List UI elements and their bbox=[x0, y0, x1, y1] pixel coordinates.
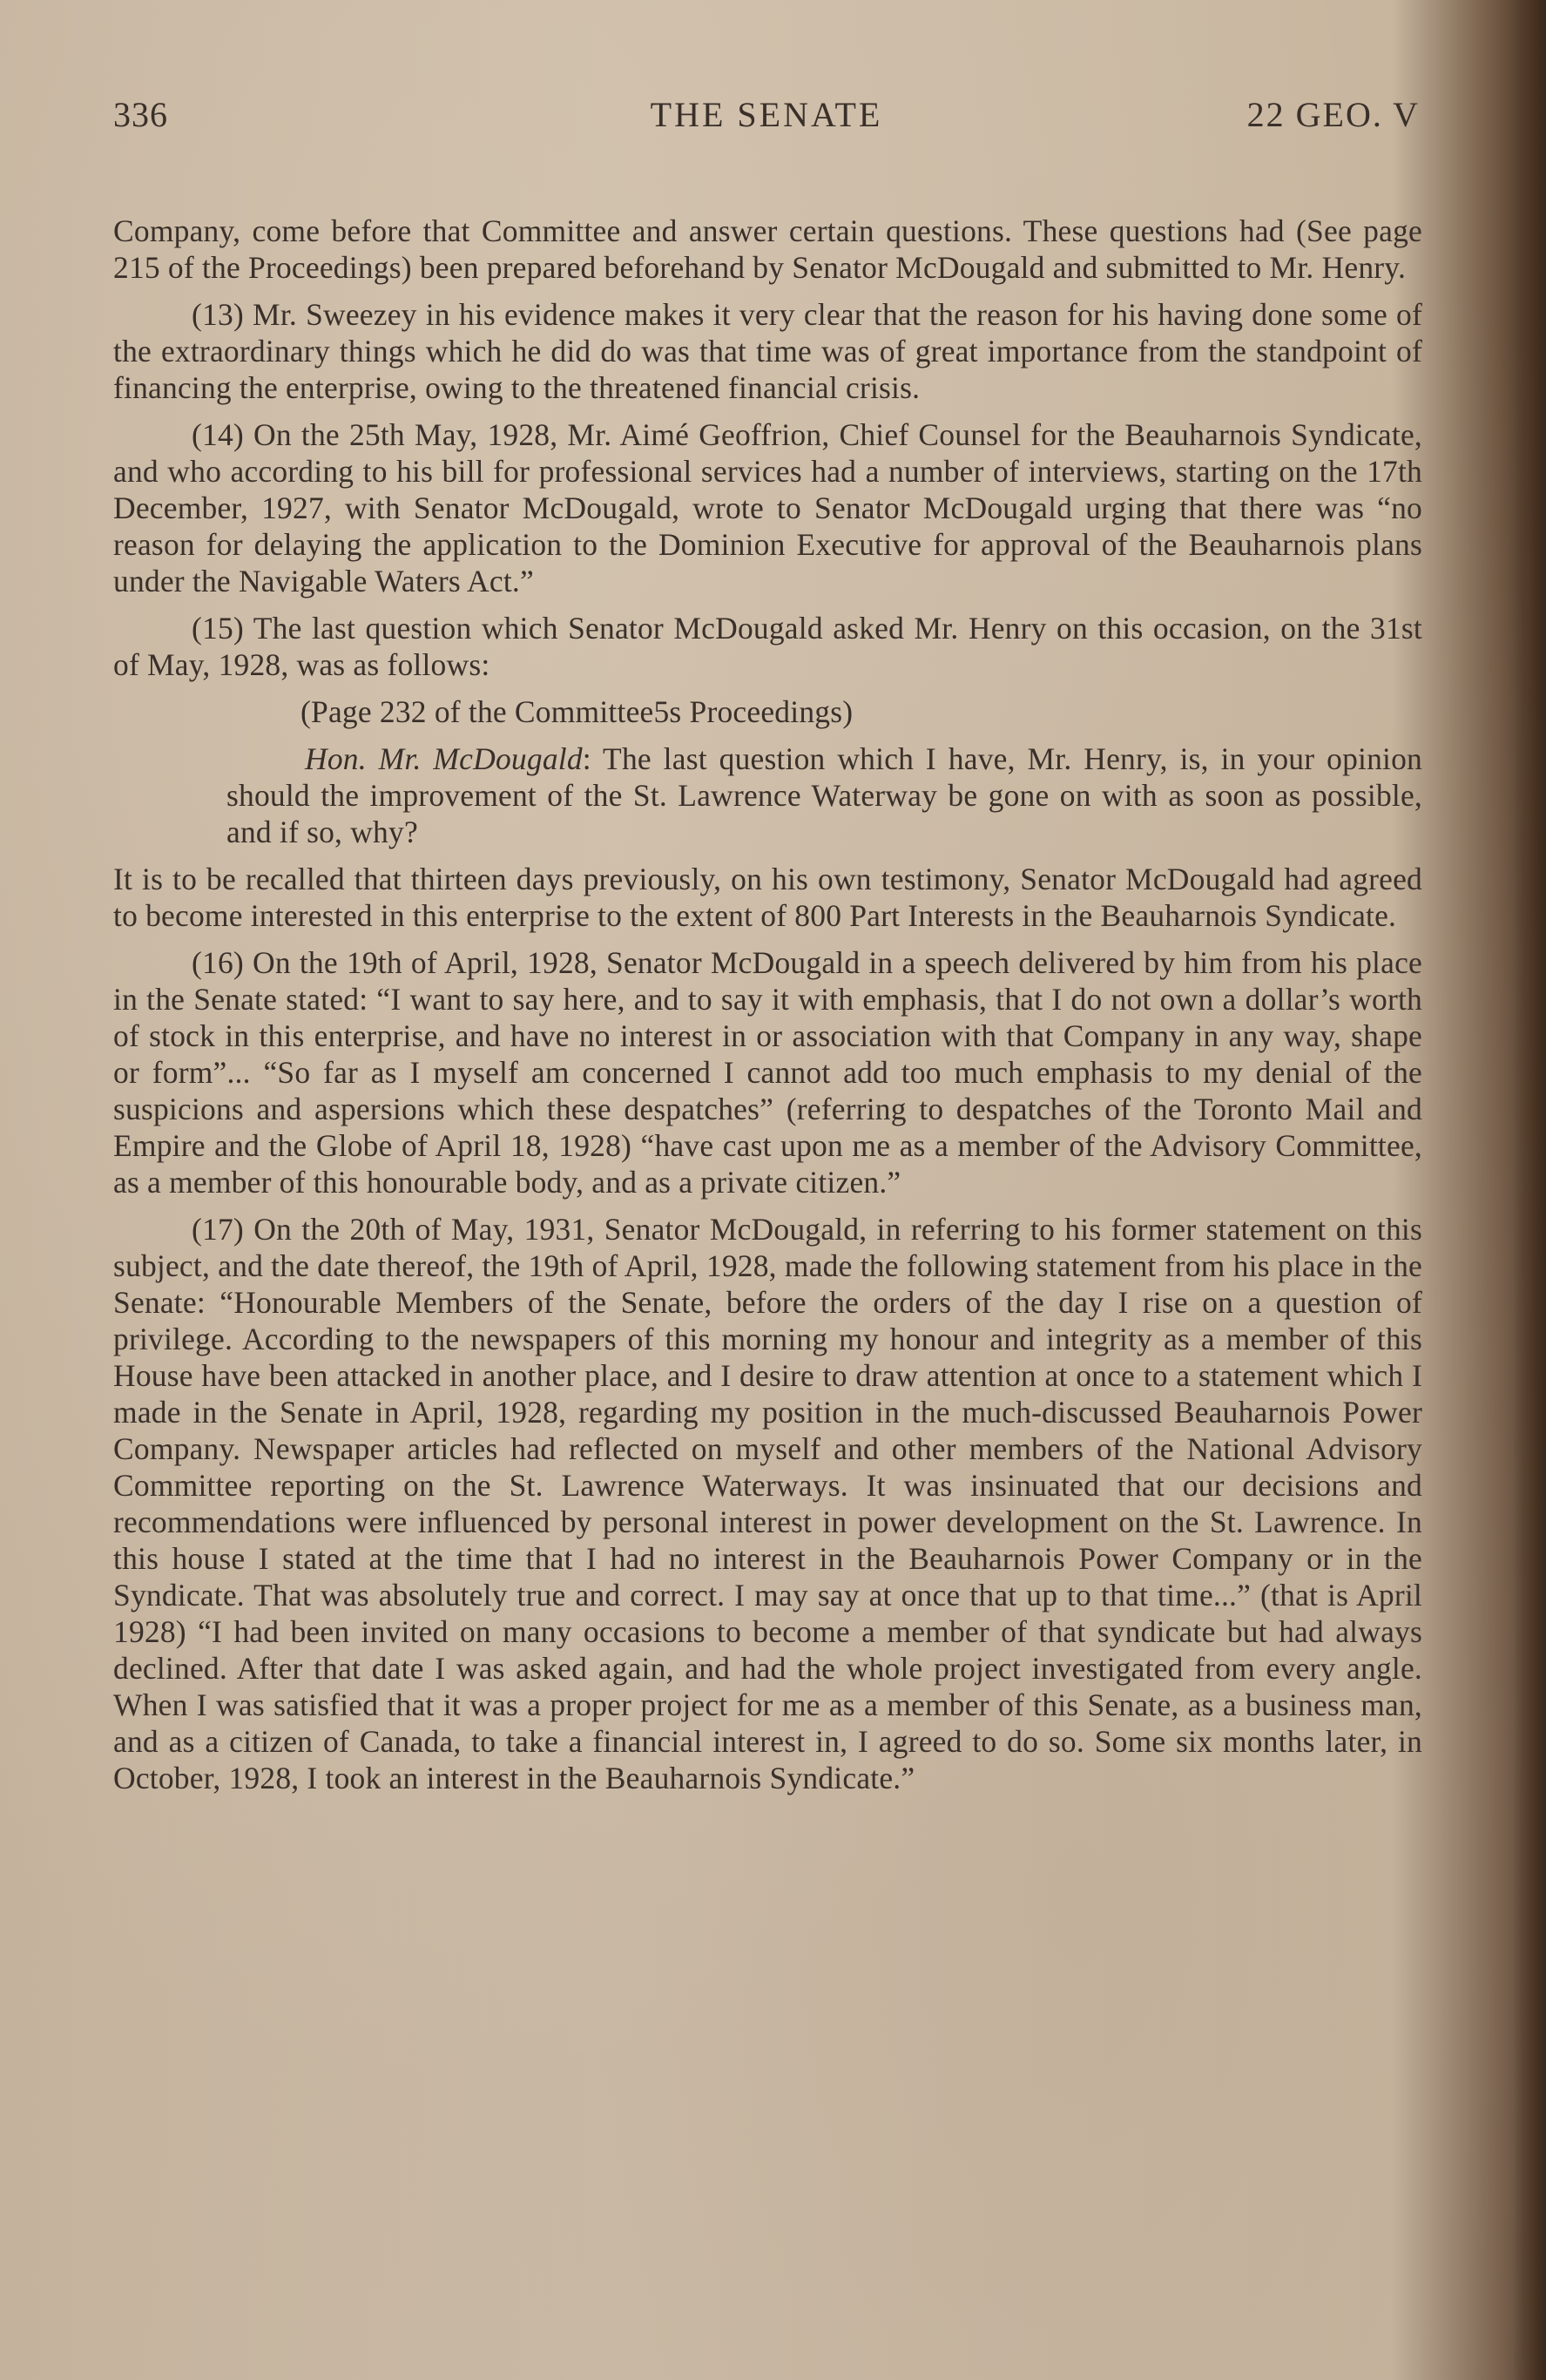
quote-text: : The last question which I have, Mr. Henry, is, in your opinion should the improvement of the St. Lawrence Waterway be gone on with as soon as possible, and if so, why? bbox=[226, 741, 1422, 849]
running-title: THE SENATE bbox=[650, 95, 883, 134]
quote-speaker: Hon. Mr. McDougald bbox=[305, 741, 583, 776]
paragraph-17: (17) On the 20th of May, 1931, Senator McDougald, in referring to his former statement on this subject, and the date thereof, the 19th of April, 1928, made the following statement from his place in the Senate: “Honourable Members of the Senate, before the orders of the day I rise on a question of privilege. According to the newspapers of this morning my honour and integrity as a member of this House have been attacked in another place, and I desire to draw attention at once to a statement which I made in the Senate in April, 1928, regarding my position in the much-discussed Beauharnois Power Company. Newspaper articles had reflected on myself and other members of the National Advisory Committee reporting on the St. Lawrence Waterways. It was insinuated that our decisions and recommendations were influenced by personal interest in power development on the St. Lawrence. In this house I stated at the time that I had no interest in the Beauharnois Power Company or in the Syndicate. That was absolutely true and correct. I may say at once that up to that time...” (that is April 1928) “I had been invited on many occasions to become a member of that syndicate but had always declined. After that date I was asked again, and had the whole project investigated from every angle. When I was satisfied that it was a proper project for me as a member of this Senate, as a business man, and as a citizen of Canada, to take a financial interest in, I agreed to do so. Some six months later, in October, 1928, I took an interest in the Beauharnois Syndicate.” bbox=[113, 1212, 1422, 1795]
paragraph-16: (16) On the 19th of April, 1928, Senator McDougald in a speech delivered by him from his place in the Senate stated: “I want to say here, and to say it with emphasis, that I do not own a dollar’s worth of stock in this enterprise, and have no interest in or association with that Company in any way, shape or form”... “So far as I myself am concerned I cannot add too much emphasis to my denial of the suspicions and aspersions which these despatches” (referring to despatches of the Toronto Mail and Empire and the Globe of April 18, 1928) “have cast upon me as a member of the Advisory Committee, as a member of this honourable body, and as a private citizen.” bbox=[113, 945, 1422, 1200]
paragraph-recall: It is to be recalled that thirteen days previously, on his own testimony, Senator McDougald had agreed to become interested in this enterprise to the extent of 800 Part Interests in the Beauharnois Syndicate. bbox=[113, 862, 1422, 933]
quote-reference: (Page 232 of the Committee5s Proceedings) bbox=[300, 694, 854, 729]
page-number: 336 bbox=[113, 95, 168, 134]
regnal-year: 22 GEO. V bbox=[1246, 95, 1420, 134]
running-header bbox=[113, 94, 1420, 146]
paragraph-14: (14) On the 25th May, 1928, Mr. Aimé Geoffrion, Chief Counsel for the Beauharnois Syndicate, and who according to his bill for professional services had a number of interviews, starting on the 17th December, 1927, with Senator McDougald, wrote to Senator McDougald urging that there was “no reason for delaying the application to the Dominion Executive for approval of the Beauharnois plans under the Navigable Waters Act.” bbox=[113, 417, 1422, 598]
block-quote bbox=[226, 740, 1422, 850]
paragraph-13: (13) Mr. Sweezey in his evidence makes it very clear that the reason for his having done some of the extraordinary things which he did do was that time was of great importance from the standpoint of financing the enterprise, owing to the threatened financial crisis. bbox=[113, 297, 1422, 405]
page-binding-edge bbox=[1513, 0, 1546, 2380]
page-body bbox=[113, 213, 1422, 1807]
paragraph-continued: Company, come before that Committee and answer certain questions. These questions had (See page 215 of the Proceedings) been prepared beforehand by Senator McDougald and submitted to Mr. Henry. bbox=[113, 213, 1422, 285]
paragraph-15: (15) The last question which Senator McDougald asked Mr. Henry on this occasion, on the 31st of May, 1928, was as follows: bbox=[113, 611, 1422, 682]
